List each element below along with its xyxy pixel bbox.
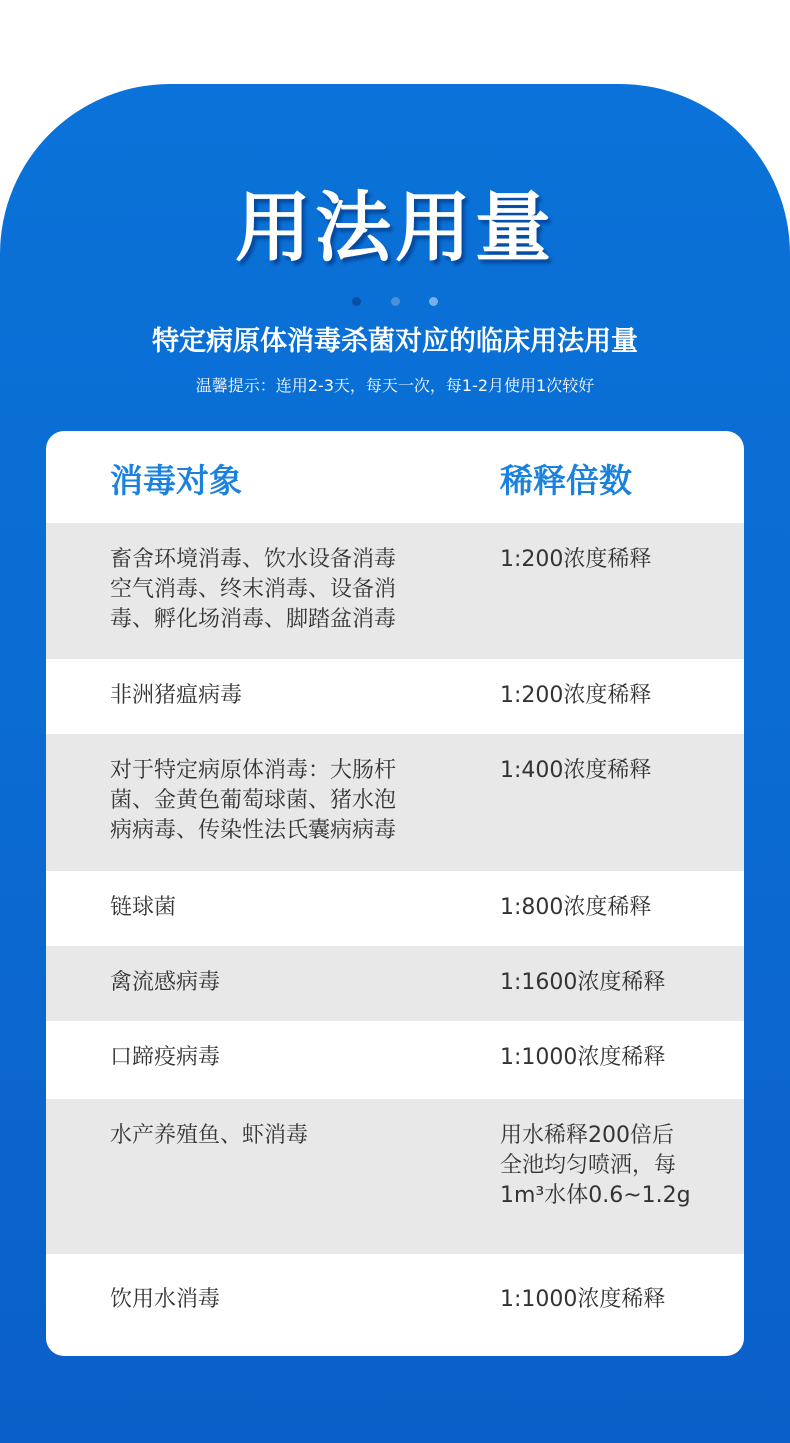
cell-target: 链球菌 [110,895,177,920]
table-header [46,431,744,523]
cell-target: 口蹄疫病毒 [110,1045,221,1070]
dot-dark [352,297,361,306]
cell-target: 对于特定病原体消毒：大肠杆 菌、金黄色葡萄球菌、猪水泡 病病毒、传染性法氏囊病病毒 [110,758,397,843]
table-row [46,1099,744,1254]
table-row [46,1021,744,1099]
header-dilution: 稀释倍数 [500,461,632,500]
page-title: 用法用量 [235,183,555,272]
subtitle: 特定病原体消毒杀菌对应的临床用法用量 [152,326,638,357]
cell-dilution: 1:1600浓度稀释 [500,970,666,995]
usage-tip: 温馨提示：连用2-3天，每天一次，每1-2月使用1次较好 [195,376,595,395]
cell-target: 饮用水消毒 [110,1287,221,1312]
table-row [46,659,744,734]
table-row [46,871,744,946]
cell-dilution: 1:1000浓度稀释 [500,1045,666,1070]
cell-dilution: 用水稀释200倍后 全池均匀喷洒，每 1m³水体0.6~1.2g [500,1123,691,1208]
cell-dilution: 1:1000浓度稀释 [500,1287,666,1312]
cell-dilution: 1:200浓度稀释 [500,547,652,572]
cell-dilution: 1:800浓度稀释 [500,895,652,920]
dot-light [429,297,438,306]
table-row [46,946,744,1021]
table-row [46,734,744,871]
dosage-table [46,431,744,1356]
cell-target: 水产养殖鱼、虾消毒 [110,1123,309,1148]
header-target: 消毒对象 [110,461,242,500]
dot-mid [391,297,400,306]
cell-dilution: 1:400浓度稀释 [500,758,652,783]
cell-target: 禽流感病毒 [110,970,221,995]
cell-dilution: 1:200浓度稀释 [500,683,652,708]
table-row [46,1254,744,1356]
decorative-dots [0,291,790,310]
table-row [46,523,744,659]
cell-target: 非洲猪瘟病毒 [110,683,243,708]
cell-target: 畜舍环境消毒、饮水设备消毒 空气消毒、终末消毒、设备消 毒、孵化场消毒、脚踏盆消毒 [110,547,397,632]
